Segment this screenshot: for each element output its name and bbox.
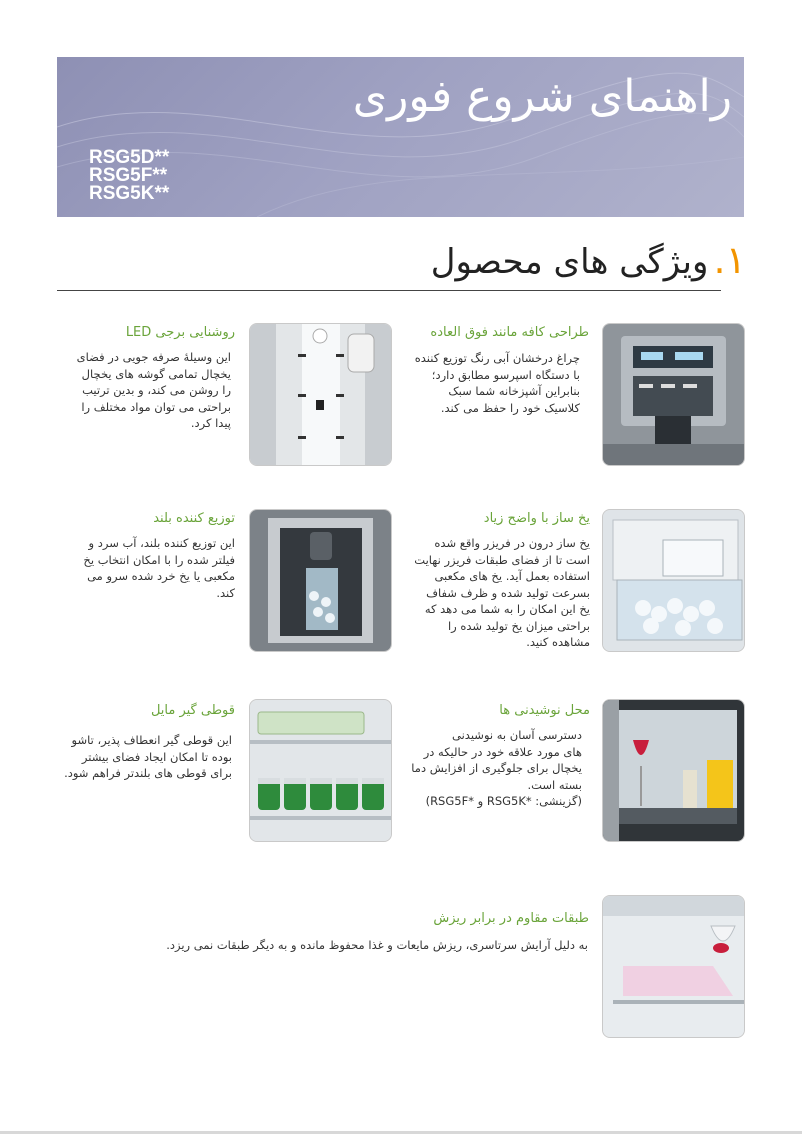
feature-title-beverage: محل نوشیدنی ها — [499, 703, 590, 718]
section-divider — [57, 290, 721, 291]
led-lighting-photo — [249, 323, 392, 466]
feature-text-led: این وسیلهٔ صرفه جویی در فضای یخچال تمامی گوشه های یخچال را روشن می کند، و بدین ترتیب براحتی می توان مواد مختلف را پیدا کرد. — [76, 350, 231, 430]
header-banner — [57, 57, 744, 217]
spill-shelves-photo — [602, 895, 745, 1038]
feature-text-shelves: به دلیل آرایش سرتاسری، ریزش مایعات و غذا محفوظ مانده و به دیگر طبقات نمی ریزد. — [166, 938, 588, 952]
feature-text-can-rack: این قوطی گیر انعطاف پذیر، تاشو بوده تا امکان ایجاد فضای بیشتر برای قوطی های بلندتر فراهم شود. — [64, 733, 232, 780]
model-name: RSG5F** — [89, 165, 168, 186]
feature-title-led: روشنایی برجی LED — [125, 325, 235, 340]
model-name: RSG5D** — [89, 147, 170, 168]
feature-text-tall-dispenser: این توزیع کننده بلند، آب سرد و فیلتر شده را با امکان انتخاب یخ مکعبی یا یخ خرد شده سرو می کند. — [83, 536, 235, 600]
section-number: ۱. — [713, 238, 746, 282]
model-list — [89, 149, 169, 203]
feature-title-shelves: طبقات مقاوم در برابر ریزش — [433, 911, 589, 926]
icemaker-photo — [602, 509, 745, 652]
feature-title-can-rack: قوطی گیر مایل — [150, 703, 235, 718]
section-title: ویژگی های محصول — [430, 242, 709, 282]
guide-title: راهنمای شروع فوری — [352, 71, 732, 122]
section-heading — [431, 238, 746, 286]
model-name: RSG5K** — [89, 183, 170, 204]
feature-title-icemaker: یخ ساز با واضح زیاد — [483, 511, 590, 526]
beverage-station-photo — [602, 699, 745, 842]
tall-dispenser-photo — [249, 509, 392, 652]
feature-text-dispenser: چراغ درخشان آبی رنگ توزیع کننده با دستگاه اسپرسو مطابق دارد؛ بنابراین آشپزخانه شما سبک کلاسیک خود را حفظ می کند. — [414, 351, 580, 415]
feature-title-dispenser: طراحی کافه مانند فوق العاده — [430, 325, 589, 340]
feature-title-tall-dispenser: توزیع کننده بلند — [153, 511, 235, 526]
feature-text-beverage: دسترسی آسان به نوشیدنی های مورد علاقه خود در حالیکه در یخچال برای جلوگیری از افزایش دما بسته است. (گزینشی: *RSG5K و *RSG5F) — [411, 728, 582, 808]
dispenser-photo — [602, 323, 745, 466]
can-rack-photo — [249, 699, 392, 842]
feature-text-icemaker: یخ ساز درون در فریزر واقع شده است تا از فضای طبقات فریزر نهایت استفاده بعمل آید. یخ های مکعبی بسرعت تولید شده و ظرف شفاف یخ این امکان را به شما می دهد که براحتی میزان یخ تولید شده را مشاهده کنید. — [414, 536, 590, 649]
